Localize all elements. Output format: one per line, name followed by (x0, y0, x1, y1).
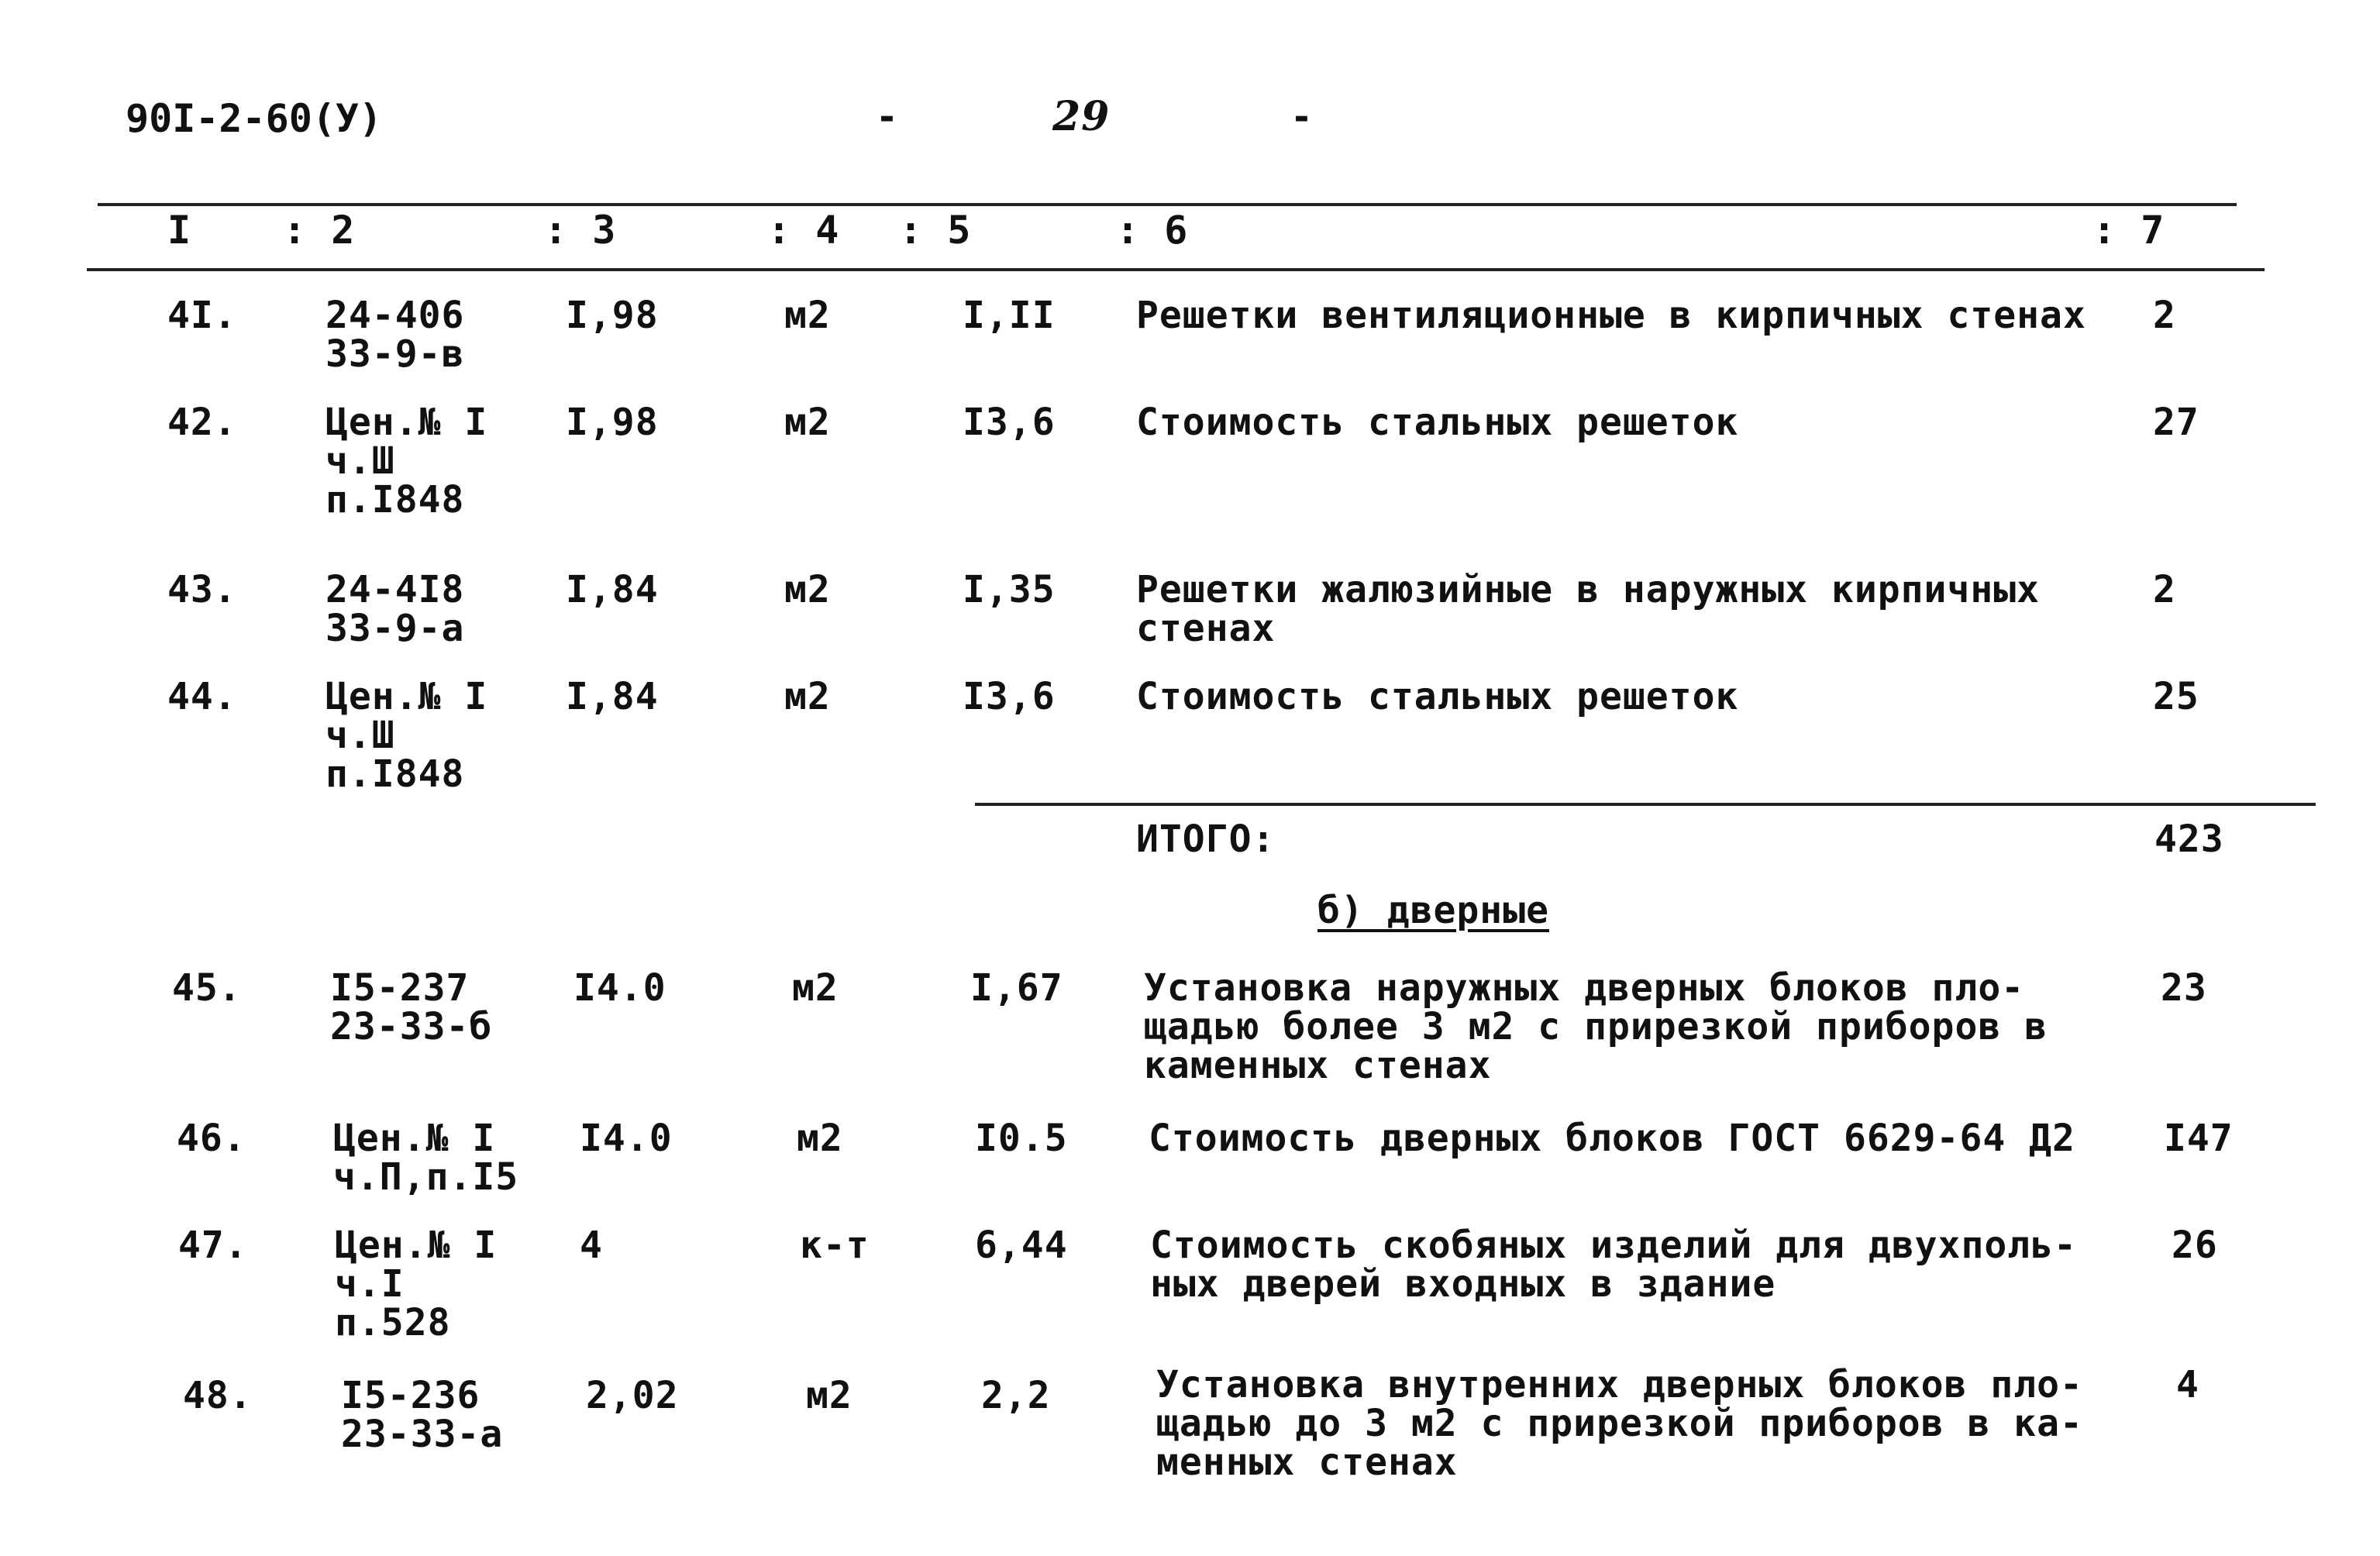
row-total: 2 (2153, 294, 2176, 337)
row-quantity: I,84 (566, 675, 659, 718)
row-code: 24-406 33-9-в (325, 294, 465, 376)
row-number: 4I. (167, 294, 237, 337)
row-description: Стоимость скобяных изделий для двухполь- ных дверей входных в здание (1150, 1224, 2077, 1306)
row-code: Цен.№ I ч.П,п.I5 (333, 1117, 519, 1199)
row-quantity: I,98 (566, 401, 659, 444)
row-description: Установка внутренних дверных блоков пло- щадью до 3 м2 с прирезкой приборов в ка- менных стенах (1156, 1363, 2083, 1484)
header-dash-right: - (1290, 95, 1314, 139)
row-unit: к-т (800, 1224, 870, 1267)
row-price: I,35 (963, 568, 1056, 611)
row-price: I,67 (970, 966, 1063, 1010)
row-price: I,II (963, 294, 1056, 337)
row-total: 2 (2153, 568, 2176, 611)
column-header-6: : 6 (1116, 208, 1189, 253)
section-heading: б) дверные (1317, 889, 1549, 932)
row-price: I0.5 (975, 1117, 1068, 1160)
row-price: 6,44 (975, 1224, 1068, 1267)
row-unit: м2 (784, 401, 831, 444)
row-unit: м2 (784, 568, 831, 611)
row-code: Цен.№ I ч.Ш п.I848 (325, 675, 488, 796)
header-dash-left: - (876, 95, 899, 139)
row-description: Стоимость стальных решеток (1136, 675, 1739, 718)
row-description: Стоимость дверных блоков ГОСТ 6629-64 Д2 (1149, 1117, 2075, 1160)
column-header-2: : 2 (283, 208, 356, 253)
table-top-rule (98, 203, 2237, 206)
column-header-5: : 5 (899, 208, 972, 253)
row-price: 2,2 (981, 1374, 1051, 1417)
row-number: 42. (167, 401, 237, 444)
row-quantity: I4.0 (580, 1117, 673, 1160)
row-unit: м2 (792, 966, 839, 1010)
row-unit: м2 (784, 294, 831, 337)
row-description: Стоимость стальных решеток (1136, 401, 1739, 444)
row-code: Цен.№ I ч.Ш п.I848 (325, 401, 488, 522)
row-unit: м2 (784, 675, 831, 718)
row-total: I47 (2164, 1117, 2234, 1160)
row-total: 27 (2153, 401, 2199, 444)
row-number: 46. (177, 1117, 246, 1160)
row-total: 25 (2153, 675, 2199, 718)
row-quantity: I4.0 (573, 966, 666, 1010)
row-number: 43. (167, 568, 237, 611)
column-header-1: I (167, 208, 192, 253)
row-number: 44. (167, 675, 237, 718)
row-quantity: 2,02 (586, 1374, 679, 1417)
row-code: 24-4I8 33-9-а (325, 568, 465, 650)
row-quantity: I,98 (566, 294, 659, 337)
row-unit: м2 (806, 1374, 852, 1417)
row-code: I5-237 23-33-б (330, 966, 493, 1048)
row-price: I3,6 (963, 401, 1056, 444)
row-quantity: I,84 (566, 568, 659, 611)
row-description: Решетки вентиляционные в кирпичных стенах (1136, 294, 2086, 337)
row-total: 23 (2161, 966, 2207, 1010)
row-total: 26 (2172, 1224, 2218, 1267)
row-unit: м2 (797, 1117, 843, 1160)
row-number: 47. (178, 1224, 248, 1267)
column-header-7: : 7 (2092, 208, 2165, 253)
document-code: 90I-2-60(У) (126, 96, 383, 141)
page-number: 29 (1052, 93, 1111, 140)
column-header-4: : 4 (767, 208, 840, 253)
table-header-rule (87, 268, 2265, 271)
row-number: 48. (183, 1374, 253, 1417)
row-number: 45. (172, 966, 242, 1010)
subtotal-label: ИТОГО: (1136, 818, 1276, 861)
row-code: Цен.№ I ч.I п.528 (335, 1224, 498, 1344)
row-quantity: 4 (580, 1224, 603, 1267)
row-description: Решетки жалюзийные в наружных кирпичных стенах (1136, 568, 2041, 650)
row-description: Установка наружных дверных блоков пло- щадью более 3 м2 с прирезкой приборов в каменных стенах (1144, 966, 2048, 1087)
row-code: I5-236 23-33-а (341, 1374, 504, 1456)
subtotal-value: 423 (2154, 818, 2224, 861)
subtotal-rule (975, 803, 2316, 806)
row-price: I3,6 (963, 675, 1056, 718)
column-header-3: : 3 (544, 208, 617, 253)
row-total: 4 (2176, 1363, 2199, 1406)
